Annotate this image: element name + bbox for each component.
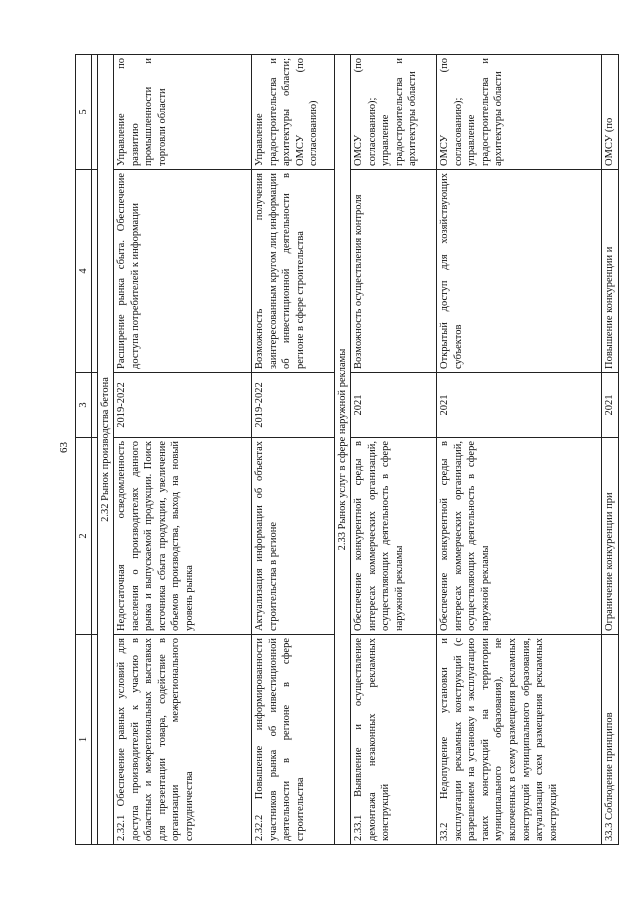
- measure-cell: 33.2 Недопущение установки и эксплуатации рекламных конструкций (с разрешением на установку и эксплуатацию таких конструкций на территории муниципального образования), не включенных в схему размещения рекламных конструкций муниципального образования, актуализация схем размещения рекламных конструкций: [437, 635, 602, 845]
- section-row: [98, 55, 114, 845]
- section-title: 2.33 Рынок услуг в сфере наружной рекламы: [335, 55, 351, 845]
- measure-cell: 33.3 Соблюдение принципов: [602, 635, 619, 845]
- rotated-table-sheet: [75, 55, 615, 845]
- problem-cell: Недостаточная осведомленность населения о производителях данного рынка и выпускаемой продукции. Поиск источника сбыта продукции, увеличение объемов производства, выход на новый уровень рынка: [114, 438, 252, 635]
- result-cell: Повышение конкуренции и: [602, 170, 619, 373]
- period-cell: 2019-2022: [114, 373, 252, 438]
- header-cell: 1: [76, 635, 92, 845]
- problem-cell: Обеспечение конкурентной среды в интересах коммерческих организаций, осуществляющих деятельность в сфере наружной рекламы: [437, 438, 602, 635]
- measure-cell: 2.32.2 Повышение информированности участников рынка об инвестиционной деятельности в регионе в сфере строительства: [252, 635, 335, 845]
- page-number: 63: [58, 442, 70, 453]
- problem-cell: Обеспечение конкурентной среды в интересах коммерческих организаций, осуществляющих деятельность в сфере наружной рекламы: [351, 438, 437, 635]
- period-cell: 2021: [437, 373, 602, 438]
- problem-cell: Актуализация информации об объектах строительства в регионе: [252, 438, 335, 635]
- header-cell: 2: [76, 438, 92, 635]
- result-cell: Возможность получения заинтересованным кругом лиц информации об инвестиционной деятельности в регионе в сфере строительства: [252, 170, 335, 373]
- executor-cell: Управление по развитию промышленности и торговли области: [114, 55, 252, 170]
- executor-cell: ОМСУ (по: [602, 55, 619, 170]
- table-row: [114, 55, 252, 845]
- result-cell: Открытый доступ для хозяйствующих субъектов: [437, 170, 602, 373]
- header-cell: 5: [76, 55, 92, 170]
- result-cell: Расширение рынка сбыта. Обеспечение доступа потребителей к информации: [114, 170, 252, 373]
- header-row: [76, 55, 92, 845]
- header-cell: 4: [76, 170, 92, 373]
- period-cell: 2019-2022: [252, 373, 335, 438]
- table-row: [602, 55, 619, 845]
- executor-cell: Управление градостроительства и архитектуры области; ОМСУ (по согласованию): [252, 55, 335, 170]
- result-cell: Возможность осуществления контроля: [351, 170, 437, 373]
- table-row: [252, 55, 335, 845]
- table-row: [437, 55, 602, 845]
- executor-cell: ОМСУ (по согласованию); управление градостроительства и архитектуры области: [351, 55, 437, 170]
- period-cell: 2021: [351, 373, 437, 438]
- header-cell: 3: [76, 373, 92, 438]
- executor-cell: ОМСУ (по согласованию); управление градостроительства и архитектуры области: [437, 55, 602, 170]
- measure-cell: 2.32.1 Обеспечение равных условий для доступа производителей к участию в областных и межрегиональных выставках для презентации товара, содействие в организации межрегионального сотрудничества: [114, 635, 252, 845]
- measure-cell: 2.33.1 Выявление и осуществление демонтажа незаконных рекламных конструкций: [351, 635, 437, 845]
- section-title: 2.32 Рынок производства бетона: [98, 55, 114, 845]
- period-cell: 2021: [602, 373, 619, 438]
- section-row: [335, 55, 351, 845]
- table-row: [351, 55, 437, 845]
- problem-cell: Ограничение конкуренции при: [602, 438, 619, 635]
- measures-table: [75, 54, 619, 845]
